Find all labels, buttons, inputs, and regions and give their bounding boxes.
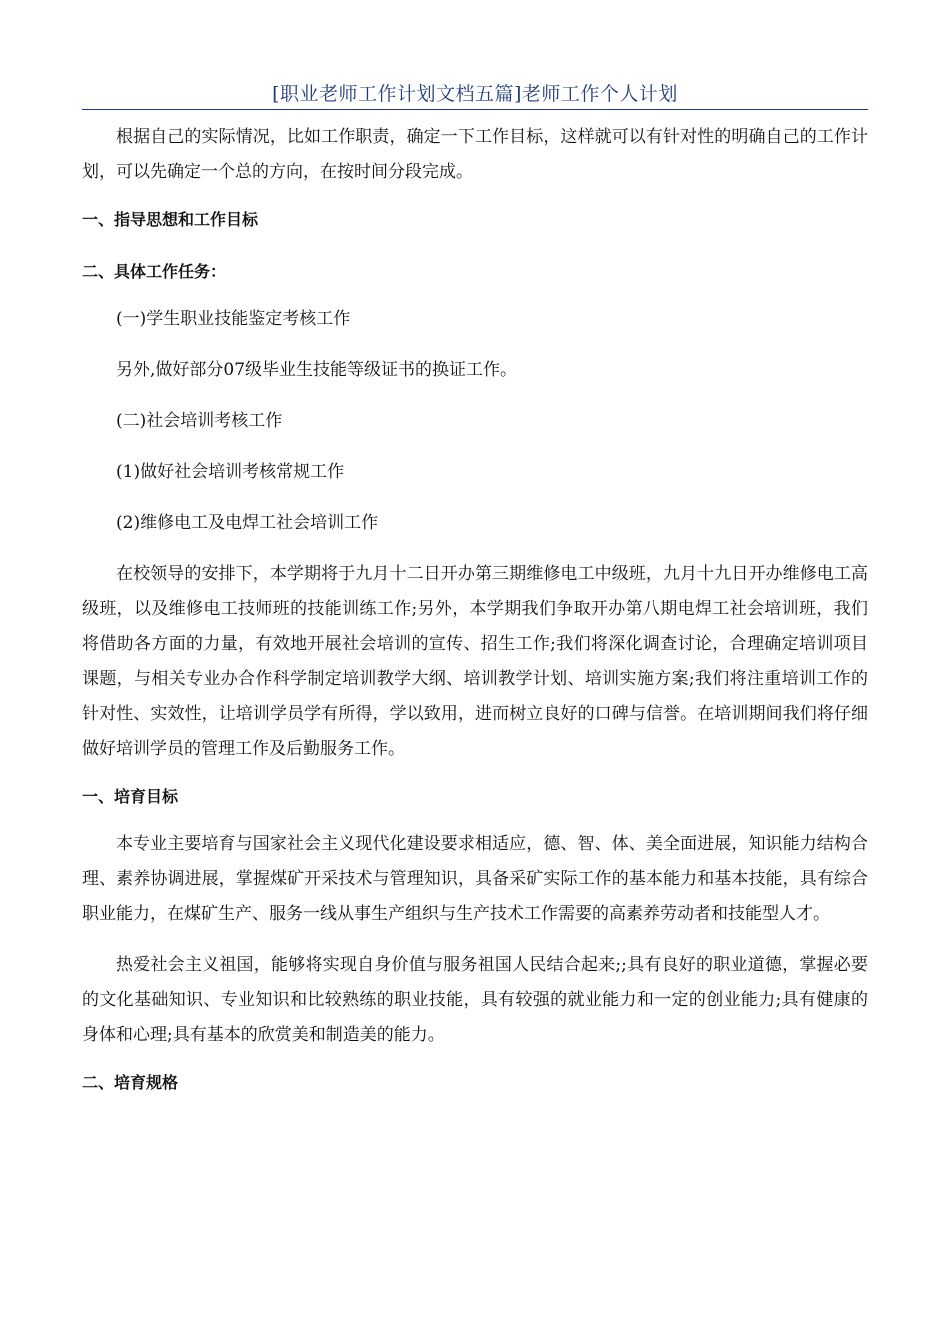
section-heading-training-goals: 一、培育目标 <box>82 787 179 806</box>
goal-paragraph: 本专业主要培育与国家社会主义现代化建设要求相适应，德、智、体、美全面进展，知识能力结构合理、素养协调进展，掌握煤矿开采技术与管理知识，具备采矿实际工作的基本能力和基本技能，具有综合职业能力，在煤矿生产、服务一线从事生产组织与生产技术工作需要的高素养劳动者和技能型人才。 <box>82 834 868 924</box>
task-item-skill-assessment: (一)学生职业技能鉴定考核工作 <box>116 309 351 329</box>
task-subitem-electrician-training: (2)维修电工及电焊工社会培训工作 <box>116 513 379 533</box>
training-paragraph: 在校领导的安排下，本学期将于九月十二日开办第三期维修电工中级班，九月十九日开办维修电工高级班，以及维修电工技师班的技能训练工作;另外，本学期我们争取开办第八期电焊工社会培训班，我们将借助各方面的力量，有效地开展社会培训的宣传、招生工作;我们将深化调查讨论，合理确定培训项目课题，与相关专业办合作科学制定培训教学大纲、培训教学计划、培训实施方案;我们将注重培训工作的针对性、实效性，让培训学员学有所得，学以致用，进而树立良好的口碑与信誉。在培训期间我们将仔细做好培训学员的管理工作及后勤服务工作。 <box>82 564 868 759</box>
section-heading-guiding-ideas: 一、指导思想和工作目标 <box>82 210 259 229</box>
section-heading-training-specs: 二、培育规格 <box>82 1073 179 1092</box>
task-subitem-routine-work: (1)做好社会培训考核常规工作 <box>116 462 345 482</box>
task-item-social-training: (二)社会培训考核工作 <box>116 411 283 431</box>
intro-paragraph: 根据自己的实际情况，比如工作职责，确定一下工作目标，这样就可以有针对性的明确自己的工作计划，可以先确定一个总的方向，在按时间分段完成。 <box>82 127 868 182</box>
header-divider <box>82 109 868 110</box>
document-body <box>82 120 868 1097</box>
section-heading-work-tasks: 二、具体工作任务： <box>82 262 227 281</box>
task-item-skill-assessment-detail: 另外,做好部分07级毕业生技能等级证书的换证工作。 <box>116 360 518 380</box>
quality-paragraph: 热爱社会主义祖国，能够将实现自身价值与服务祖国人民结合起来;;具有良好的职业道德，掌握必要的文化基础知识、专业知识和比较熟练的职业技能，具有较强的就业能力和一定的创业能力;具有健康的身体和心理;具有基本的欣赏美和制造美的能力。 <box>82 955 868 1045</box>
page-header-title: [职业老师工作计划文档五篇]老师工作个人计划 <box>272 83 678 105</box>
